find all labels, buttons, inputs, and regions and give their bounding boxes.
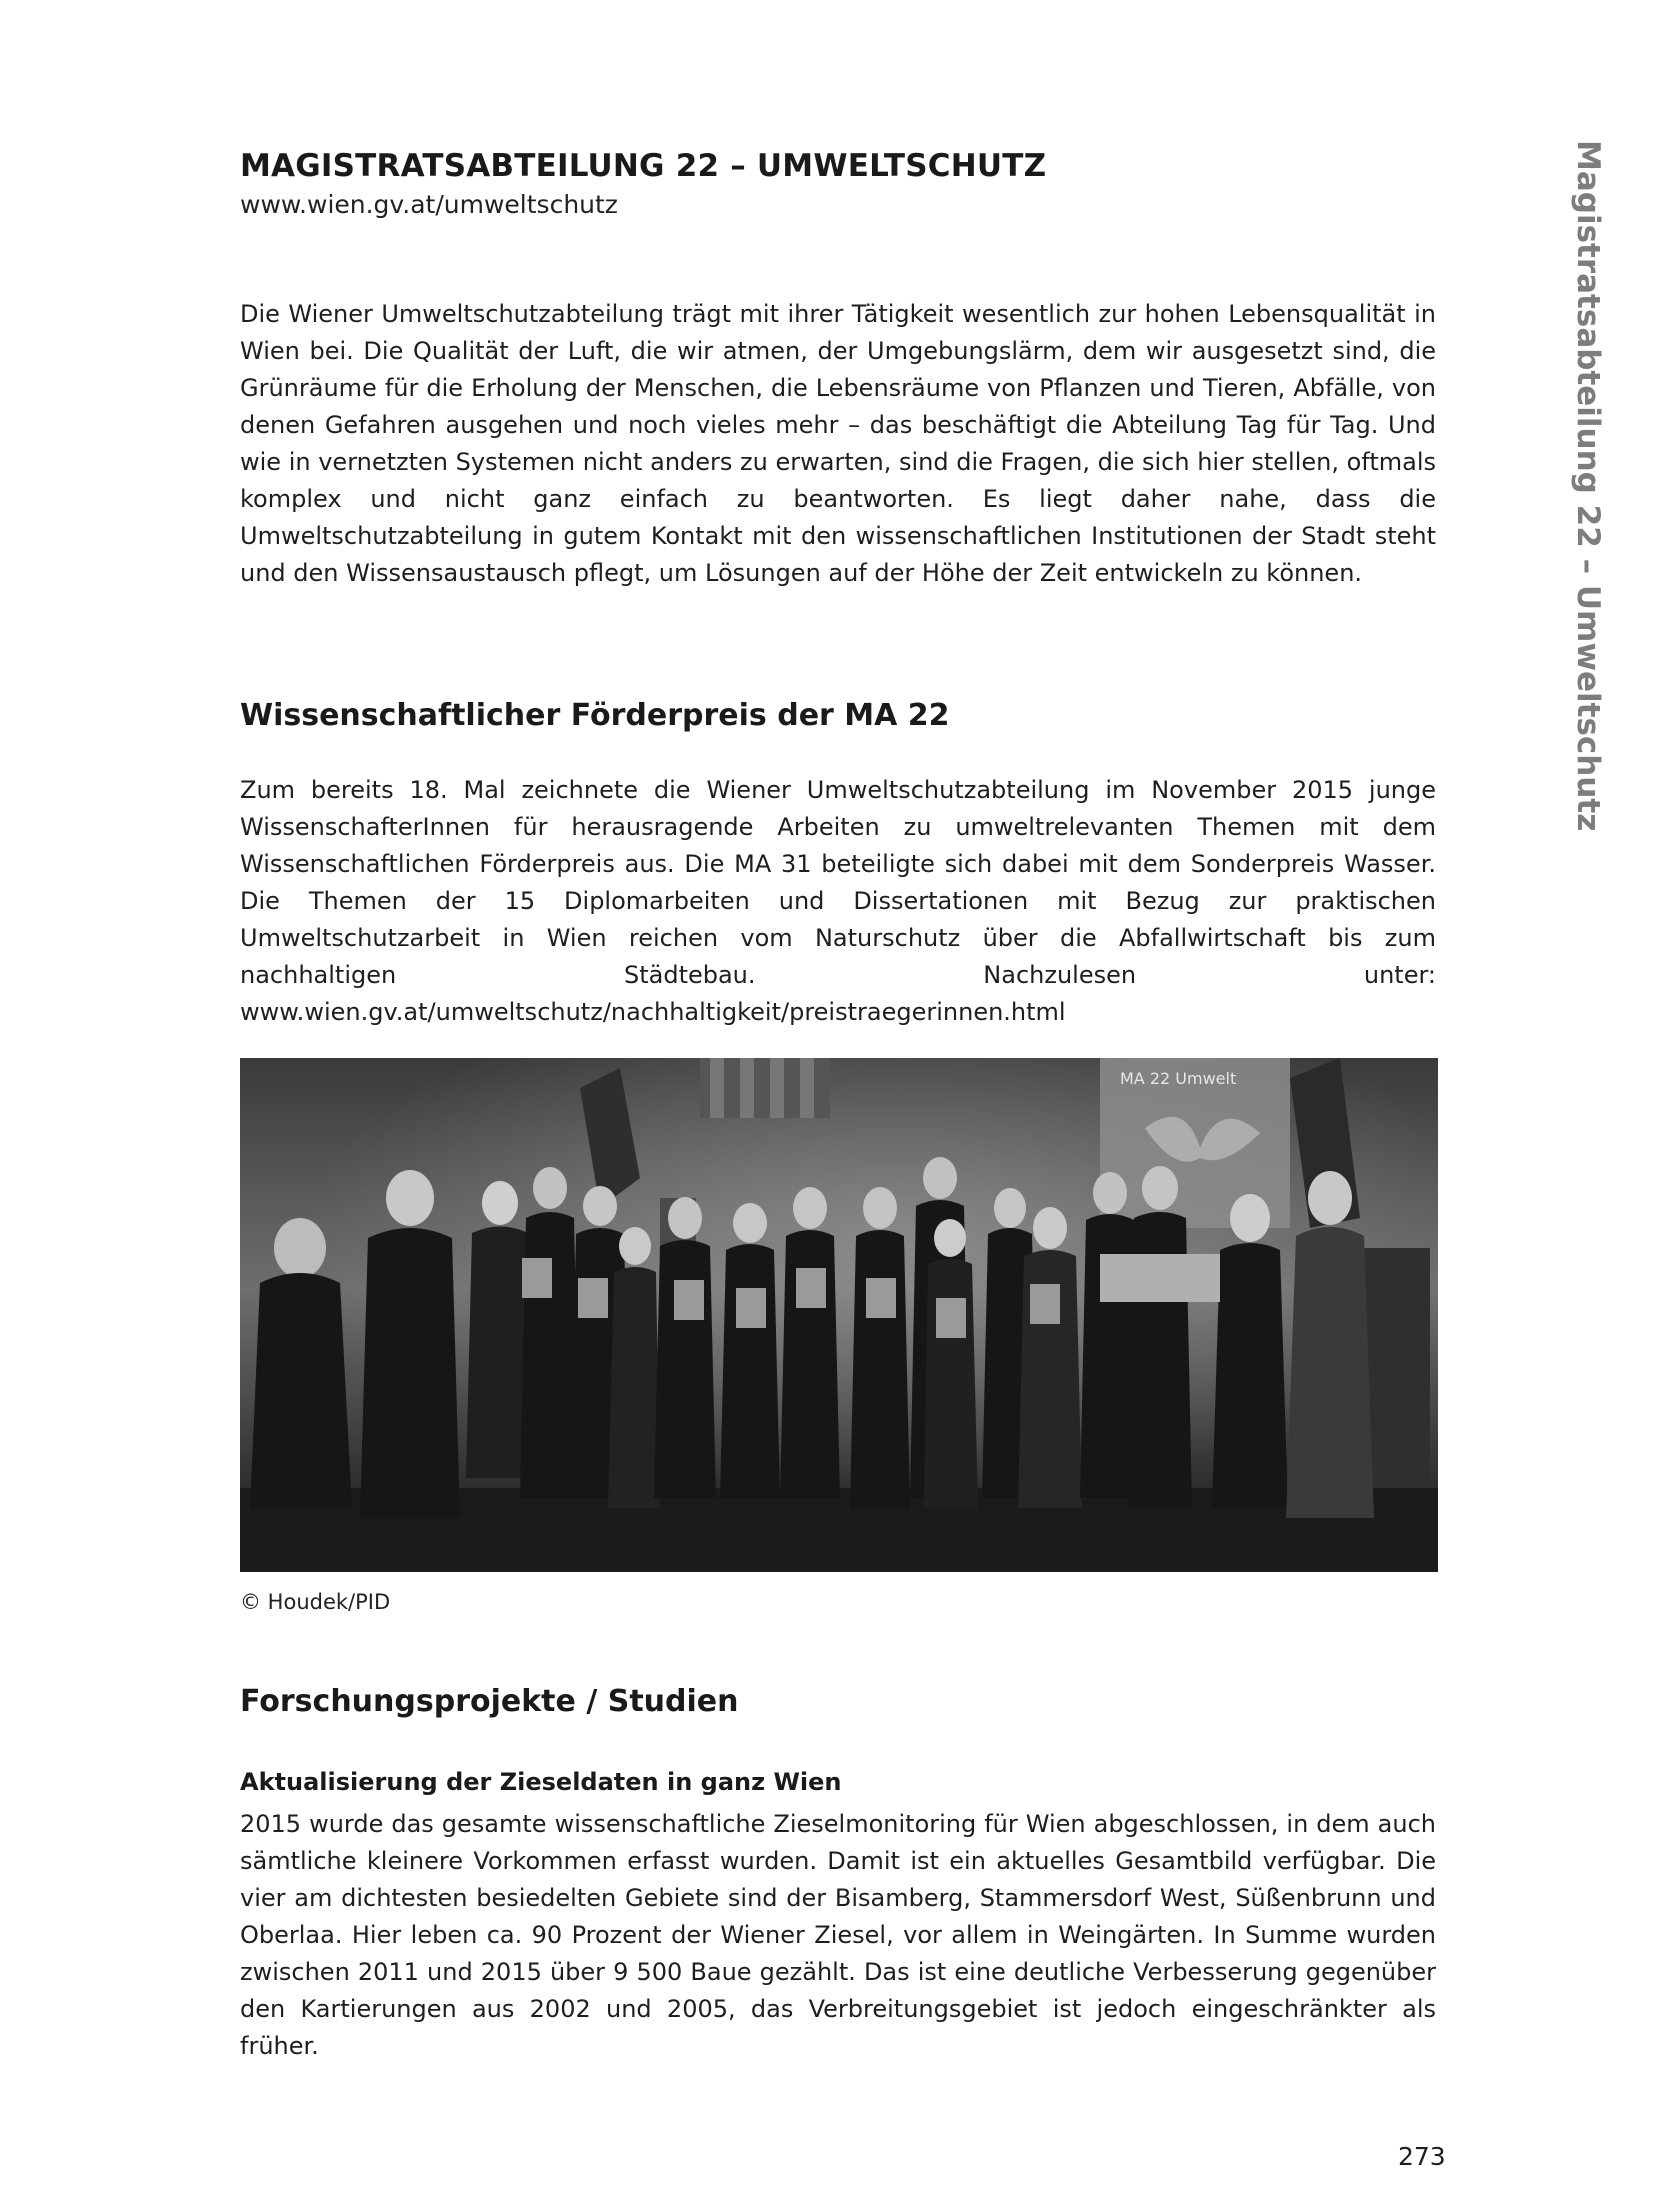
- department-url: www.wien.gv.at/umweltschutz: [240, 190, 618, 219]
- document-title: MAGISTRATSABTEILUNG 22 – UMWELTSCHUTZ: [240, 148, 1047, 184]
- research-heading: Forschungsprojekte / Studien: [240, 1684, 739, 1719]
- side-running-header-text: Magistratsabteilung 22 – Umweltschutz: [1570, 140, 1606, 832]
- award-ceremony-photo: [240, 1058, 1438, 1572]
- side-running-header: [1570, 140, 1612, 832]
- page-number: 273: [1398, 2142, 1446, 2171]
- ziesel-paragraph: 2015 wurde das gesamte wissenschaftliche Zieselmonitoring für Wien abgeschlossen, in dem auch sämtliche kleinere Vorkommen erfasst wurden. Damit ist ein aktuelles Gesamtbild verfügbar. Die vier am dichtesten besiedelten Gebiete sind der Bisamberg, Stammersdorf West, Süßenbrunn und Oberlaa. Hier leben ca. 90 Prozent der Wiener Ziesel, vor allem in Weingärten. In Summe wurden zwischen 2011 und 2015 über 9 500 Baue gezählt. Das ist eine deutliche Verbesserung gegenüber den Kartierungen aus 2002 und 2005, das Verbreitungsgebiet ist jedoch eingeschränkter als früher.: [240, 1810, 1436, 2060]
- prize-heading: Wissenschaftlicher Förderpreis der MA 22: [240, 698, 950, 733]
- photo-credit: © Houdek/PID: [240, 1590, 391, 1614]
- prize-paragraph: Zum bereits 18. Mal zeichnete die Wiener Umweltschutzabteilung im November 2015 junge WissenschafterInnen für herausragende Arbeiten zu umweltrelevanten Themen mit dem Wissenschaftlichen Förderpreis aus. Die MA 31 beteiligte sich dabei mit dem Sonderpreis Wasser. Die Themen der 15 Diplomarbeiten und Dissertationen mit Bezug zur praktischen Umweltschutzarbeit in Wien reichen vom Naturschutz über die Abfallwirtschaft bis zum nachhaltigen Städtebau. Nachzulesen unter: www.wien.gv.at/umweltschutz/nachhaltigkeit/preistraegerinnen.html: [240, 776, 1436, 1026]
- intro-paragraph: Die Wiener Umweltschutzabteilung trägt mit ihrer Tätigkeit wesentlich zur hohen Lebensqualität in Wien bei. Die Qualität der Luft, die wir atmen, der Umgebungslärm, dem wir ausgesetzt sind, die Grünräume für die Erholung der Menschen, die Lebensräume von Pflanzen und Tieren, Abfälle, von denen Gefahren ausgehen und noch vieles mehr – das beschäftigt die Abteilung Tag für Tag. Und wie in vernetzten Systemen nicht anders zu erwarten, sind die Fragen, die sich hier stellen, oftmals komplex und nicht ganz einfach zu beantworten. Es liegt daher nahe, dass die Umweltschutzabteilung in gutem Kontakt mit den wissenschaftlichen Institutionen der Stadt steht und den Wissensaustausch pflegt, um Lösungen auf der Höhe der Zeit entwickeln zu können.: [240, 300, 1436, 587]
- ziesel-subheading: Aktualisierung der Zieseldaten in ganz Wien: [240, 1768, 842, 1796]
- banner-label: MA 22 Umwelt: [1120, 1069, 1237, 1088]
